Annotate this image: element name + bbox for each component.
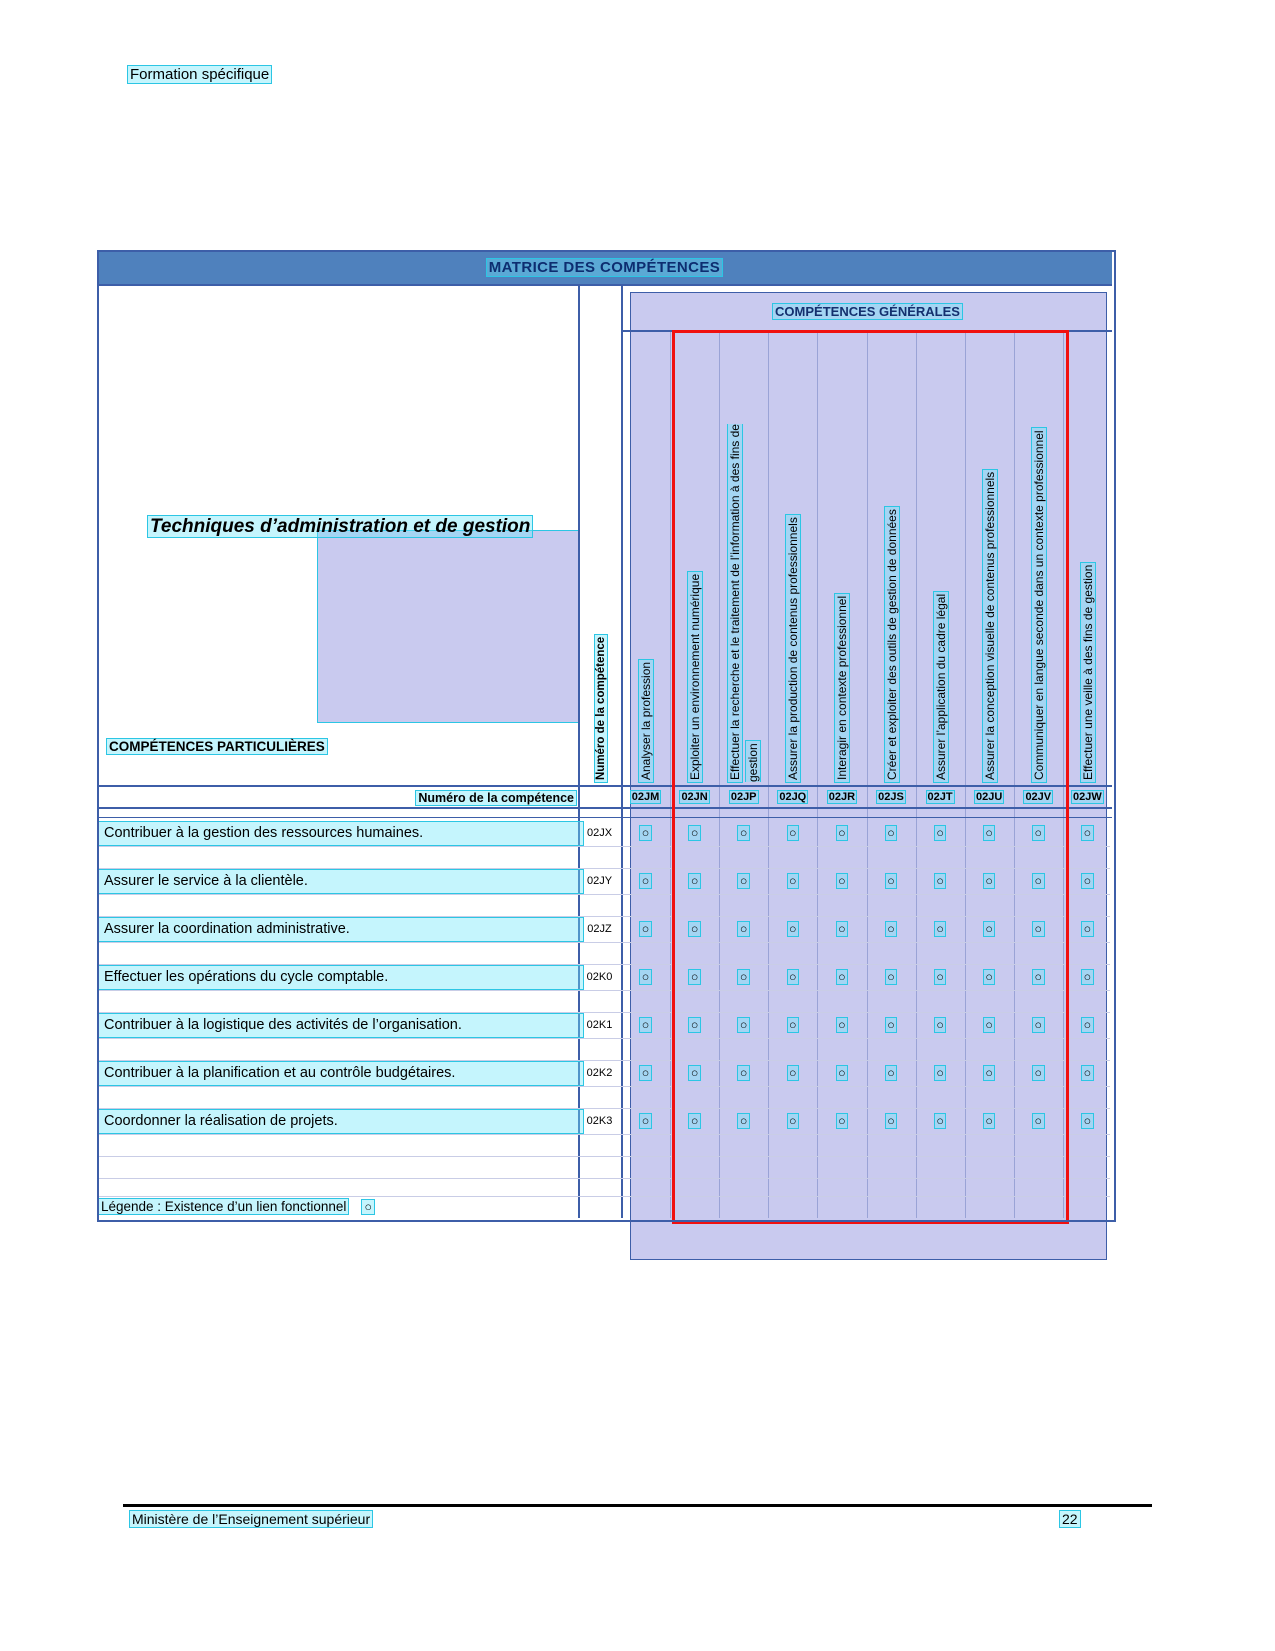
link-circle-icon: ○ <box>641 1114 650 1128</box>
particular-competency-code: 02JY <box>586 875 613 887</box>
link-circle-icon: ○ <box>1034 1018 1043 1032</box>
link-circle-icon: ○ <box>1083 1066 1092 1080</box>
link-cell <box>621 918 670 941</box>
link-cell <box>1063 822 1112 845</box>
link-cell <box>621 1014 670 1037</box>
link-circle-icon: ○ <box>690 1066 699 1080</box>
general-competency-header <box>621 336 670 782</box>
legend-link-circle-icon: ○ <box>364 1200 372 1214</box>
red-annotation-box <box>672 330 1069 1224</box>
general-competency-label: Interagir en contexte professionnel <box>834 595 849 780</box>
particular-competency-label: Coordonner la réalisation de projets. <box>99 1110 583 1133</box>
general-competency-label: Assurer la production de contenus professionnels <box>785 517 800 780</box>
link-circle-icon: ○ <box>985 922 993 936</box>
particular-competency-label: Contribuer à la planification et au contrôle budgétaires. <box>99 1062 583 1085</box>
legend-text: Légende : Existence d’un lien fonctionnel <box>101 1199 347 1214</box>
page-number <box>1060 1511 1080 1527</box>
link-circle-icon: ○ <box>936 874 944 888</box>
link-circle-icon: ○ <box>887 1114 895 1128</box>
link-circle-icon: ○ <box>985 874 993 888</box>
particular-competency-code: 02JZ <box>587 923 612 935</box>
link-circle-icon: ○ <box>936 826 944 840</box>
general-competency-header <box>1063 336 1112 782</box>
competency-code-text: 02JM <box>631 791 660 803</box>
general-competency-label: Créer et exploiter des outils de gestion de données <box>884 509 898 780</box>
link-circle-icon: ○ <box>641 1018 650 1032</box>
codes-row-label-text: Numéro de la compétence <box>418 791 574 805</box>
section-label-text: Formation spécifique <box>130 66 270 83</box>
competency-code-text: 02JN <box>681 791 708 803</box>
general-competency-label: Assurer la conception visuelle de contenus professionnels <box>982 471 997 780</box>
link-circle-icon: ○ <box>1083 970 1092 984</box>
link-circle-icon: ○ <box>690 874 699 888</box>
link-circle-icon: ○ <box>789 874 797 888</box>
competency-code-text: 02JT <box>927 791 953 803</box>
vertical-text-box <box>621 397 670 782</box>
link-circle-icon: ○ <box>789 1066 797 1080</box>
link-circle-icon: ○ <box>739 1114 748 1128</box>
link-circle-icon: ○ <box>690 970 699 984</box>
link-circle-icon: ○ <box>690 922 699 936</box>
link-circle-icon: ○ <box>838 922 846 936</box>
link-circle-icon: ○ <box>985 1066 993 1080</box>
link-circle-icon: ○ <box>789 826 797 840</box>
footer-rule <box>123 1504 1152 1507</box>
general-competency-code <box>1063 788 1112 807</box>
link-cell <box>1063 870 1112 893</box>
link-circle-icon: ○ <box>1034 922 1043 936</box>
link-circle-icon: ○ <box>1034 874 1043 888</box>
link-circle-icon: ○ <box>641 874 650 888</box>
competency-code-text: 02JU <box>976 791 1003 803</box>
particular-competency-label: Contribuer à la logistique des activités de l’organisation. <box>99 1014 583 1037</box>
link-circle-icon: ○ <box>789 1114 797 1128</box>
link-cell <box>1063 1062 1112 1085</box>
link-cell <box>1063 1014 1112 1037</box>
link-cell <box>621 1110 670 1133</box>
competency-code-text: 02JS <box>878 791 904 803</box>
link-circle-icon: ○ <box>936 970 944 984</box>
link-circle-icon: ○ <box>789 922 797 936</box>
link-circle-icon: ○ <box>887 970 895 984</box>
general-competencies-header-text: COMPÉTENCES GÉNÉRALES <box>775 303 960 319</box>
general-competency-label: Analyser la profession <box>638 661 653 780</box>
link-circle-icon: ○ <box>936 922 944 936</box>
link-circle-icon: ○ <box>739 922 748 936</box>
link-circle-icon: ○ <box>1034 1066 1043 1080</box>
link-circle-icon: ○ <box>739 970 748 984</box>
link-cell <box>1063 966 1112 989</box>
general-competency-label: Assurer l’application du cadre légal <box>933 593 948 780</box>
link-circle-icon: ○ <box>1083 922 1092 936</box>
general-competency-code <box>621 788 670 807</box>
competency-code-text: 02JV <box>1025 791 1052 803</box>
link-circle-icon: ○ <box>641 1066 650 1080</box>
program-title-text: Techniques d’administration et de gestion <box>150 516 531 537</box>
link-circle-icon: ○ <box>789 1018 797 1032</box>
link-circle-icon: ○ <box>641 922 650 936</box>
link-circle-icon: ○ <box>739 1018 748 1032</box>
number-column-label: Numéro de la compétence <box>594 636 607 780</box>
link-circle-icon: ○ <box>838 1018 846 1032</box>
link-cell <box>621 1062 670 1085</box>
page-number-text: 22 <box>1062 1511 1078 1527</box>
link-circle-icon: ○ <box>887 826 895 840</box>
competency-code-text: 02JR <box>828 791 856 803</box>
link-circle-icon: ○ <box>1034 970 1043 984</box>
particular-competency-label: Contribuer à la gestion des ressources humaines. <box>99 822 583 845</box>
link-circle-icon: ○ <box>1083 874 1092 888</box>
competency-code-text: 02JW <box>1073 791 1102 803</box>
competency-code-text: 02JQ <box>779 791 807 803</box>
general-competency-label: Effectuer une veille à des fins de gestion <box>1080 564 1095 780</box>
link-circle-icon: ○ <box>690 826 699 840</box>
link-circle-icon: ○ <box>690 1114 699 1128</box>
link-circle-icon: ○ <box>789 970 797 984</box>
link-circle-icon: ○ <box>838 1066 846 1080</box>
link-circle-icon: ○ <box>1034 1114 1043 1128</box>
particular-competencies-header-text: COMPÉTENCES PARTICULIÈRES <box>109 739 325 754</box>
link-cell <box>1063 1110 1112 1133</box>
link-circle-icon: ○ <box>838 970 846 984</box>
particular-competency-code: 02K1 <box>586 1019 613 1031</box>
link-circle-icon: ○ <box>936 1066 944 1080</box>
link-circle-icon: ○ <box>739 874 748 888</box>
vertical-text-line <box>637 397 655 782</box>
link-circle-icon: ○ <box>1083 826 1092 840</box>
general-competency-label: Communiquer en langue seconde dans un contexte professionnel <box>1031 430 1046 780</box>
link-cell <box>1063 918 1112 941</box>
link-circle-icon: ○ <box>1034 826 1043 840</box>
footer-ministry-text: Ministère de l’Enseignement supérieur <box>132 1511 371 1527</box>
particular-competency-code: 02K3 <box>586 1115 613 1127</box>
particular-competency-label: Effectuer les opérations du cycle comptable. <box>99 966 583 989</box>
link-circle-icon: ○ <box>1083 1018 1092 1032</box>
matrix-title: MATRICE DES COMPÉTENCES <box>488 258 721 276</box>
link-circle-icon: ○ <box>887 1018 895 1032</box>
competency-code-text: 02JP <box>730 791 757 803</box>
vertical-text-line <box>1078 397 1096 782</box>
link-circle-icon: ○ <box>641 970 650 984</box>
footer-ministry <box>130 1511 372 1527</box>
general-competency-label: Effectuer la recherche et le traitement de l’information à des fins de gestion <box>727 424 760 782</box>
link-cell <box>621 966 670 989</box>
particular-competency-code: 02K2 <box>586 1067 613 1079</box>
link-circle-icon: ○ <box>739 1066 748 1080</box>
link-circle-icon: ○ <box>838 1114 846 1128</box>
link-circle-icon: ○ <box>936 1114 944 1128</box>
link-circle-icon: ○ <box>1083 1114 1092 1128</box>
particular-competency-code: 02JX <box>586 827 613 839</box>
link-circle-icon: ○ <box>887 1066 895 1080</box>
link-circle-icon: ○ <box>838 874 846 888</box>
link-circle-icon: ○ <box>985 970 993 984</box>
particular-competency-label: Assurer le service à la clientèle. <box>99 870 583 893</box>
link-circle-icon: ○ <box>985 1114 993 1128</box>
link-circle-icon: ○ <box>641 826 650 840</box>
link-circle-icon: ○ <box>838 826 846 840</box>
link-circle-icon: ○ <box>887 922 895 936</box>
link-circle-icon: ○ <box>887 874 895 888</box>
general-competency-label: Exploiter un environnement numérique <box>687 573 702 780</box>
link-circle-icon: ○ <box>985 1018 993 1032</box>
link-circle-icon: ○ <box>936 1018 944 1032</box>
particular-competency-label: Assurer la coordination administrative. <box>99 918 583 941</box>
link-circle-icon: ○ <box>739 826 748 840</box>
link-circle-icon: ○ <box>690 1018 699 1032</box>
particular-competency-code: 02K0 <box>586 971 613 983</box>
link-cell <box>621 822 670 845</box>
link-circle-icon: ○ <box>985 826 993 840</box>
link-cell <box>621 870 670 893</box>
vertical-text-box <box>1063 397 1112 782</box>
legend-row <box>99 1197 374 1218</box>
